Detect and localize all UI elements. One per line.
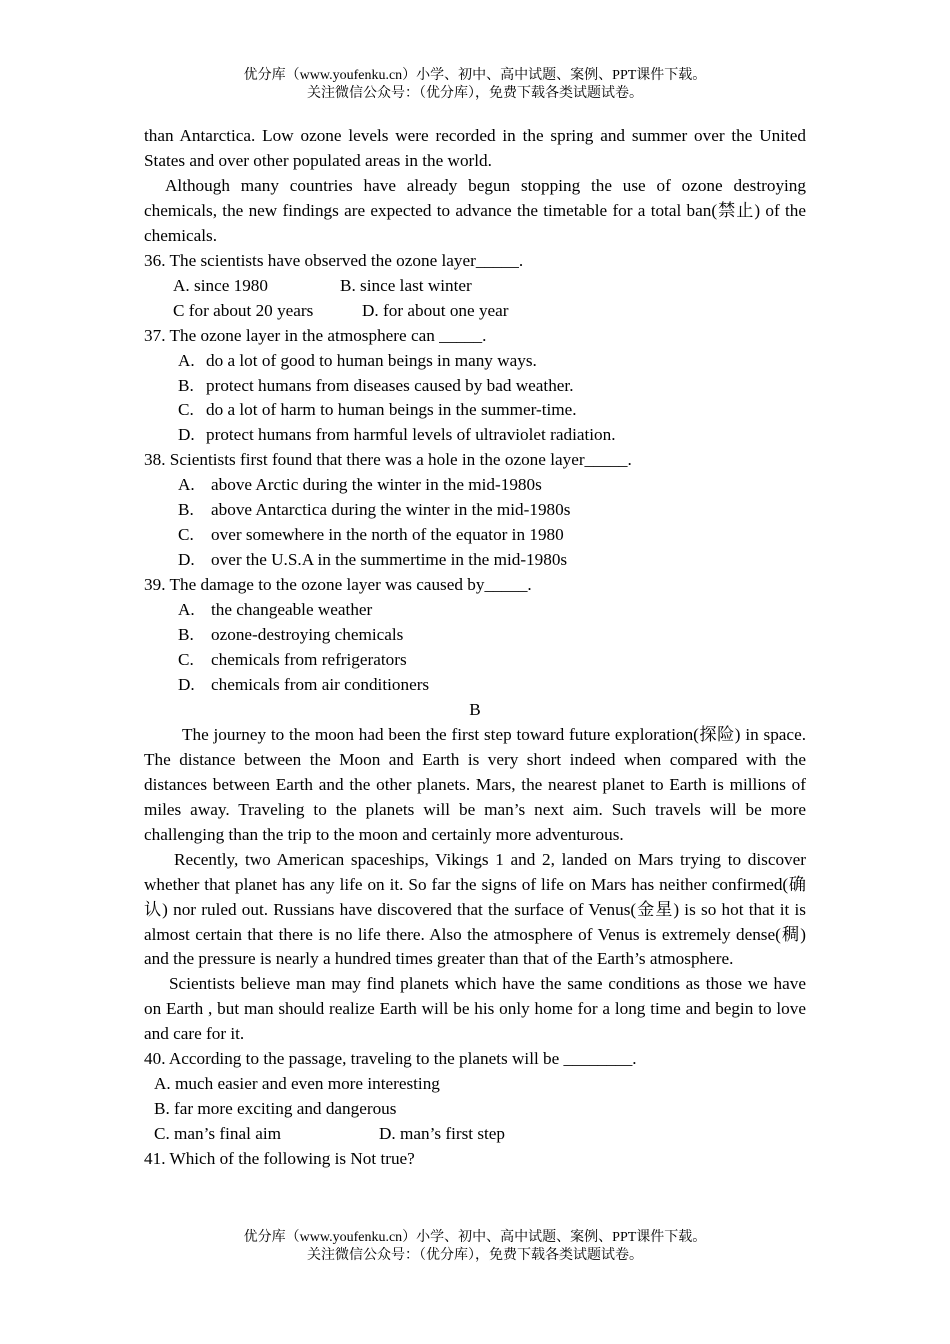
section-b-paragraph-3: Scientists believe man may find planets which have the same conditions as those we have on Earth , but man should realize Earth will be his only home for a long time and begin to love and care for it. bbox=[144, 974, 806, 1044]
question-38-option bbox=[144, 498, 806, 523]
document-body bbox=[144, 124, 806, 1172]
question-40-options-row bbox=[144, 1122, 806, 1147]
option-text: protect humans from diseases caused by bad weather. bbox=[206, 375, 574, 395]
question-40-option-a: A. much easier and even more interesting bbox=[154, 1074, 440, 1094]
page-footer bbox=[0, 1229, 950, 1265]
option-text: above Antarctica during the winter in the mid-1980s bbox=[211, 500, 571, 520]
footer-line-1: 优分库（www.youfenku.cn）小学、初中、高中试题、案例、PPT课件下载。 bbox=[243, 1230, 707, 1245]
option-text: ozone-destroying chemicals bbox=[211, 625, 404, 645]
footer-line-2: 关注微信公众号：（优分库），免费下载各类试题试卷。 bbox=[307, 1248, 643, 1263]
option-letter: B. bbox=[178, 375, 194, 395]
question-39-stem: 39. The damage to the ozone layer was caused by_____. bbox=[144, 575, 532, 595]
option-letter: D. bbox=[178, 550, 195, 570]
question-37-option bbox=[144, 398, 806, 423]
option-text: over the U.S.A in the summertime in the mid-1980s bbox=[211, 550, 568, 570]
question-36-option-b: B. since last winter bbox=[340, 275, 472, 295]
question-37-stem: 37. The ozone layer in the atmosphere can _____. bbox=[144, 325, 487, 345]
question-38-stem: 38. Scientists first found that there was a hole in the ozone layer_____. bbox=[144, 450, 632, 470]
option-text: do a lot of good to human beings in many ways. bbox=[206, 350, 537, 370]
option-text: protect humans from harmful levels of ultraviolet radiation. bbox=[206, 425, 616, 445]
option-text: chemicals from refrigerators bbox=[211, 650, 407, 670]
question-40-option-d: D. man’s first step bbox=[379, 1124, 506, 1144]
page-header bbox=[0, 67, 950, 103]
question-36-stem: 36. The scientists have observed the ozone layer_____. bbox=[144, 250, 524, 270]
section-b-paragraph-1: The journey to the moon had been the first step toward future exploration(探险) in space. The distance between the Moon and Earth is very short indeed when compared with the distances between Earth and the other planets. Mars, the nearest planet to Earth is millions of miles away. Traveling to the planets will be man’s next aim. Such travels will be more challenging than the trip to the moon and certainly more adventurous. bbox=[144, 724, 806, 844]
question-36-options-row-2 bbox=[144, 299, 806, 324]
question-37-option bbox=[144, 374, 806, 399]
question-39-option bbox=[144, 623, 806, 648]
question-40-option-c: C. man’s final aim bbox=[154, 1124, 281, 1144]
question-37-option bbox=[144, 349, 806, 374]
question-39-option bbox=[144, 673, 806, 698]
question-37-option bbox=[144, 423, 806, 448]
passage-a-paragraph-2: Although many countries have already begun stopping the use of ozone destroying chemicals, the new findings are expected to advance the timetable for a total ban(禁止) of the chemicals. bbox=[144, 175, 806, 245]
option-letter: B. bbox=[178, 500, 194, 520]
option-letter: C. bbox=[178, 400, 194, 420]
option-letter: C. bbox=[178, 650, 194, 670]
header-line-2: 关注微信公众号：（优分库），免费下载各类试题试卷。 bbox=[307, 86, 643, 101]
option-letter: A. bbox=[178, 475, 195, 495]
question-38-option bbox=[144, 473, 806, 498]
section-b-heading: B bbox=[469, 699, 481, 719]
section-b-paragraph-2: Recently, two American spaceships, Vikings 1 and 2, landed on Mars trying to discover whether that planet has any life on it. So far the signs of life on Mars has neither confirmed(确认) nor ruled out. Russians have discovered that the surface of Venus(金星) is so hot that it is almost certain that there is no life there. Also the atmosphere of Venus is extremely dense(稠) and the pressure is nearly a hundred times greater than that of the Earth’s atmosphere. bbox=[144, 849, 806, 969]
question-41-stem: 41. Which of the following is Not true? bbox=[144, 1149, 415, 1169]
question-36-option-d: D. for about one year bbox=[362, 300, 509, 320]
question-38-option bbox=[144, 523, 806, 548]
option-letter: C. bbox=[178, 525, 194, 545]
option-letter: D. bbox=[178, 425, 195, 445]
option-text: chemicals from air conditioners bbox=[211, 674, 430, 694]
question-39-option bbox=[144, 648, 806, 673]
passage-a-paragraph-1: than Antarctica. Low ozone levels were recorded in the spring and summer over the United States and over other populated areas in the world. bbox=[144, 126, 806, 170]
question-36-options-row-1 bbox=[144, 274, 806, 299]
question-36-option-a: A. since 1980 bbox=[173, 275, 268, 295]
option-letter: A. bbox=[178, 600, 195, 620]
option-letter: D. bbox=[178, 674, 195, 694]
option-text: the changeable weather bbox=[211, 600, 373, 620]
option-text: do a lot of harm to human beings in the summer-time. bbox=[206, 400, 577, 420]
question-40-stem: 40. According to the passage, traveling to the planets will be ________. bbox=[144, 1049, 637, 1069]
question-38-option bbox=[144, 548, 806, 573]
option-letter: B. bbox=[178, 625, 194, 645]
question-40-option-b: B. far more exciting and dangerous bbox=[154, 1099, 397, 1119]
question-39-option bbox=[144, 598, 806, 623]
option-text: over somewhere in the north of the equator in 1980 bbox=[211, 525, 564, 545]
header-line-1: 优分库（www.youfenku.cn）小学、初中、高中试题、案例、PPT课件下载。 bbox=[243, 68, 707, 83]
question-36-option-c: C for about 20 years bbox=[173, 300, 314, 320]
option-letter: A. bbox=[178, 350, 195, 370]
option-text: above Arctic during the winter in the mid-1980s bbox=[211, 475, 542, 495]
